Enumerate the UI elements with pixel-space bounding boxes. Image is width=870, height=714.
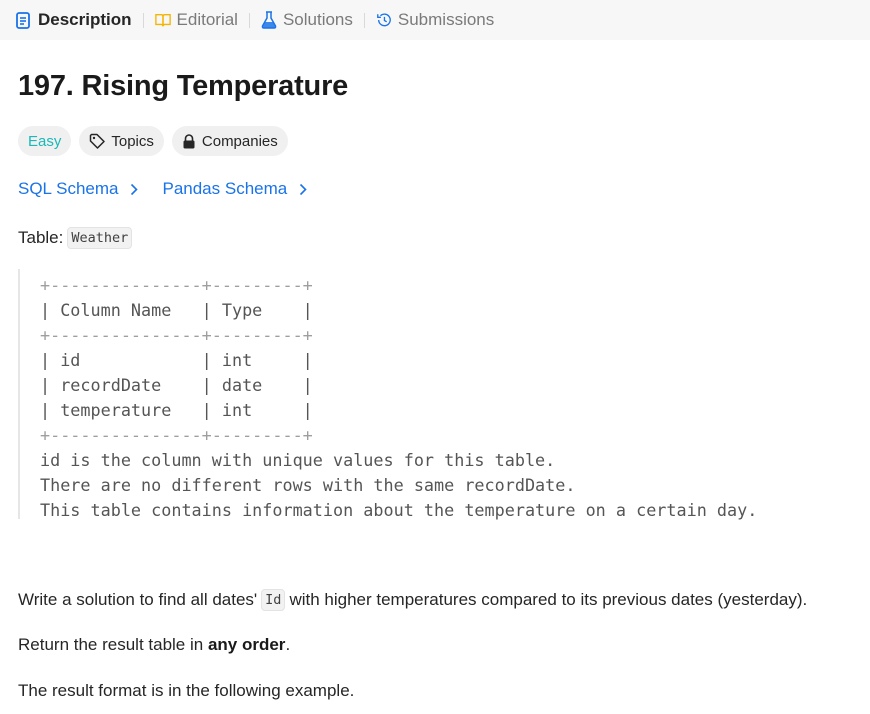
chevron-right-icon bbox=[299, 183, 307, 196]
order-text-end: . bbox=[285, 635, 291, 654]
difficulty-badge: Easy bbox=[18, 126, 71, 156]
schema-code-block bbox=[18, 269, 798, 519]
schema-border-line: +---------------+---------+ bbox=[40, 425, 313, 445]
order-paragraph bbox=[18, 635, 290, 655]
sql-schema-label: SQL Schema bbox=[18, 179, 119, 198]
tab-solutions[interactable] bbox=[261, 10, 353, 30]
tag-row bbox=[18, 126, 288, 156]
format-paragraph bbox=[18, 681, 354, 701]
schema-note: This table contains information about the temperature on a certain day. bbox=[40, 500, 758, 520]
tab-description[interactable] bbox=[16, 10, 132, 30]
tab-divider bbox=[249, 13, 250, 28]
format-text: The result format is in the following example. bbox=[18, 681, 355, 700]
table-name-code: Weather bbox=[67, 227, 132, 249]
schema-row: | id | int | bbox=[40, 350, 313, 370]
description-text: with higher temperatures compared to its previous dates (yesterday). bbox=[289, 590, 808, 609]
schema-border-line: +---------------+---------+ bbox=[40, 275, 313, 295]
schema-row: | temperature | int | bbox=[40, 400, 313, 420]
tab-solutions-label: Solutions bbox=[282, 10, 353, 29]
pandas-schema-link[interactable] bbox=[162, 179, 307, 199]
companies-label: Companies bbox=[201, 132, 278, 150]
tab-editorial-label: Editorial bbox=[176, 10, 238, 29]
schema-pre bbox=[40, 273, 798, 523]
tag-icon bbox=[89, 133, 105, 149]
chevron-right-icon bbox=[130, 183, 138, 196]
order-text: Return the result table in bbox=[18, 635, 204, 654]
book-icon bbox=[155, 11, 171, 29]
lock-icon bbox=[182, 134, 196, 149]
schema-note: id is the column with unique values for this table. bbox=[40, 450, 556, 470]
tab-description-label: Description bbox=[38, 10, 132, 29]
tab-submissions[interactable] bbox=[376, 10, 494, 30]
schema-border-line: +---------------+---------+ bbox=[40, 325, 313, 345]
table-intro bbox=[18, 227, 132, 249]
tab-bar bbox=[0, 0, 870, 40]
pandas-schema-label: Pandas Schema bbox=[162, 179, 288, 198]
tab-divider bbox=[143, 13, 144, 28]
companies-button[interactable] bbox=[172, 126, 288, 156]
problem-title: 197. Rising Temperature bbox=[18, 70, 349, 102]
tab-editorial[interactable] bbox=[155, 10, 238, 30]
schema-header-row: | Column Name | Type | bbox=[40, 300, 313, 320]
schema-note: There are no different rows with the same recordDate. bbox=[40, 475, 576, 495]
id-code: Id bbox=[261, 589, 285, 611]
schema-row: | recordDate | date | bbox=[40, 375, 313, 395]
description-paragraph bbox=[18, 589, 807, 611]
order-emphasis: any order bbox=[207, 635, 286, 654]
tab-divider bbox=[364, 13, 365, 28]
topics-label: Topics bbox=[111, 132, 154, 150]
topics-button[interactable] bbox=[79, 126, 164, 156]
schema-links bbox=[18, 179, 331, 199]
tab-submissions-label: Submissions bbox=[397, 10, 495, 29]
table-intro-label: Table: bbox=[18, 228, 64, 247]
flask-icon bbox=[261, 11, 277, 29]
description-icon bbox=[16, 11, 32, 29]
description-text: Write a solution to find all dates' bbox=[18, 590, 258, 609]
sql-schema-link[interactable] bbox=[18, 179, 138, 199]
history-icon bbox=[376, 11, 392, 29]
